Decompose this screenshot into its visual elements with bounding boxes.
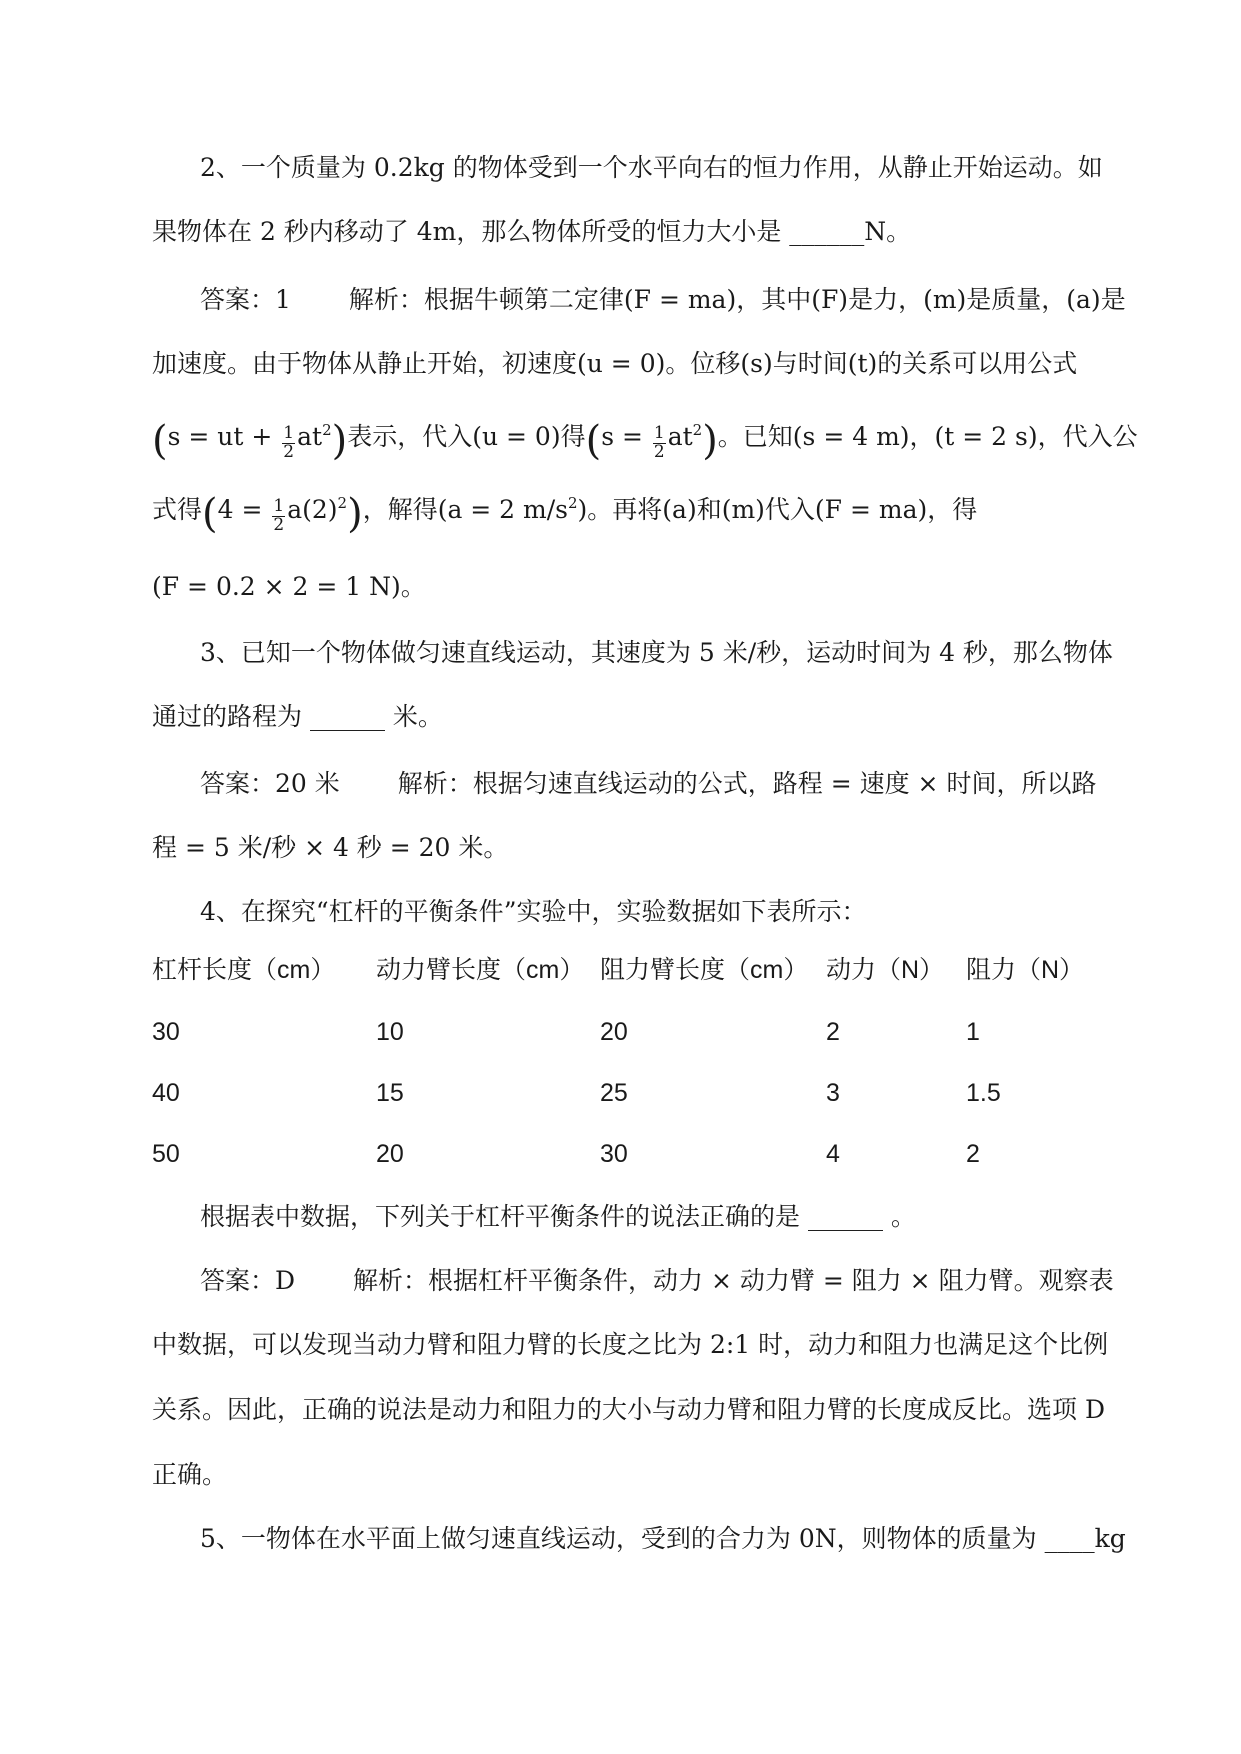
q5-line-1: 5、一物体在水平面上做匀速直线运动，受到的合力为 0N，则物体的质量为 ____kg [200, 1524, 1126, 1553]
formula-part: s = ut + [167, 422, 281, 451]
q2-line-1: 2、一个质量为 0.2kg 的物体受到一个水平向右的恒力作用，从静止开始运动。如 [200, 153, 1103, 182]
table-cell: 10 [376, 1018, 404, 1046]
table-cell: 1.5 [966, 1079, 1001, 1107]
table-header: 阻力臂长度（cm） [600, 956, 809, 984]
table-cell: 40 [152, 1079, 180, 1107]
q3-answer-label: 答案：20 米 [200, 769, 340, 798]
table-cell: 20 [600, 1018, 628, 1046]
q3-explanation-1: 解析：根据匀速直线运动的公式，路程 = 速度 × 时间，所以路 [397, 769, 1097, 798]
fraction-half: $\frac{1}{2}$ [273, 496, 285, 535]
table-cell: 2 [966, 1140, 980, 1168]
fraction-half: $\frac{1}{2}$ [283, 423, 295, 462]
q2-answer-line-1 [200, 287, 1126, 312]
table-header: 动力臂长度（cm） [376, 956, 585, 984]
table-cell: 4 [826, 1140, 840, 1168]
table-cell: 15 [376, 1079, 404, 1107]
q3-line-2: 通过的路程为 ______ 米。 [152, 702, 443, 731]
fraction-half: $\frac{1}{2}$ [653, 423, 665, 462]
q3-answer-line-2: 程 = 5 米/秒 × 4 秒 = 20 米。 [152, 833, 509, 862]
table-cell: 25 [600, 1079, 628, 1107]
q4-intro: 4、在探究“杠杆的平衡条件”实验中，实验数据如下表所示： [200, 897, 867, 926]
q4-answer-line-3: 关系。因此，正确的说法是动力和阻力的大小与动力臂和阻力臂的长度成反比。选项 D [152, 1395, 1105, 1424]
table-header: 阻力（N） [966, 956, 1085, 984]
q2-formula-line: (s = ut + $\frac{1}{2}$ $at^2$)表示，代入(u = 0)得(s = $\frac{1}{2}$ $at^2$)。已知(s = 4 m)，(t = 2 s)，代入公 [152, 418, 1138, 464]
table-cell: 2 [826, 1018, 840, 1046]
q2-answer-label: 答案：1 [200, 285, 291, 314]
table-cell: 3 [826, 1079, 840, 1107]
q2-answer-line-2: 加速度。由于物体从静止开始，初速度(u = 0)。位移(s)与时间(t)的关系可以用公式 [152, 349, 1078, 378]
q4-explanation-1: 解析：根据杠杆平衡条件，动力 × 动力臂 = 阻力 × 阻力臂。观察表 [353, 1266, 1114, 1295]
table-cell: 30 [152, 1018, 180, 1046]
q3-line-1: 3、已知一个物体做匀速直线运动，其速度为 5 米/秒，运动时间为 4 秒，那么物体 [200, 638, 1113, 667]
table-cell: 20 [376, 1140, 404, 1168]
table-cell: 30 [600, 1140, 628, 1168]
table-header: 杠杆长度（cm） [152, 956, 336, 984]
table-cell: 50 [152, 1140, 180, 1168]
table-header: 动力（N） [826, 956, 945, 984]
q4-answer-line-4: 正确。 [152, 1460, 228, 1489]
q3-answer-line-1 [200, 771, 1096, 796]
q2-result-line: (F = 0.2 × 2 = 1 N)。 [152, 572, 426, 601]
q4-answer-line-1 [200, 1268, 1114, 1293]
q2-explanation-1: 解析：根据牛顿第二定律(F = ma)，其中(F)是力，(m)是质量，(a)是 [348, 285, 1126, 314]
q4-question: 根据表中数据，下列关于杠杆平衡条件的说法正确的是 ______ 。 [200, 1202, 916, 1231]
q2-solve-line: 式得(4 = $\frac{1}{2}$ $a(2)^2$)，解得(a = 2 $m/s^2$)。再将(a)和(m)代入(F = ma)，得 [152, 491, 978, 537]
table-cell: 1 [966, 1018, 980, 1046]
q4-answer-label: 答案：D [200, 1266, 296, 1295]
q2-line-2: 果物体在 2 秒内移动了 4m，那么物体所受的恒力大小是 ______N。 [152, 217, 912, 246]
q4-answer-line-2: 中数据，可以发现当动力臂和阻力臂的长度之比为 2:1 时，动力和阻力也满足这个比例 [152, 1330, 1109, 1359]
